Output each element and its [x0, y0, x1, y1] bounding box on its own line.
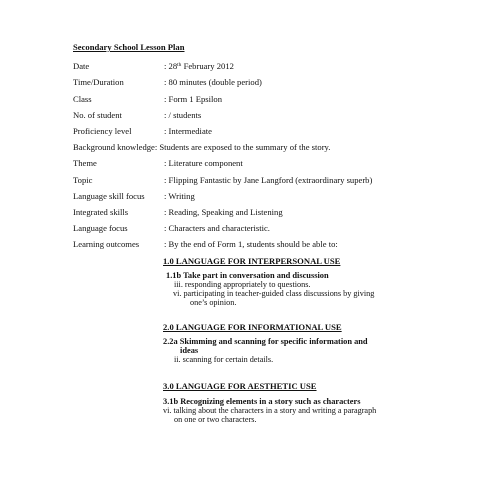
row-value: : Students are exposed to the summary of the story.	[154, 142, 331, 152]
row-label: Integrated skills	[73, 207, 129, 217]
row-background-knowledge	[73, 142, 330, 152]
outcome-2-2a-continuation: ideas	[180, 346, 199, 355]
row-value: : Flipping Fantastic by Jane Langford (extraordinary superb)	[164, 175, 373, 185]
outcome-1-1b: 1.1b Take part in conversation and discussion	[166, 271, 329, 280]
row-label: Date	[73, 61, 90, 71]
row-value: : Form 1 Epsilon	[164, 94, 223, 104]
row-label: Theme	[73, 158, 97, 168]
outcome-item: vi. talking about the characters in a story and writing a paragraph	[163, 406, 377, 415]
row-label: Time/Duration	[73, 77, 124, 87]
section-heading-informational: 2.0 LANGUAGE FOR INFORMATIONAL USE	[163, 322, 342, 332]
row-label: Learning outcomes	[73, 239, 140, 249]
date-month-year: February 2012	[181, 61, 234, 71]
row-value: : Characters and characteristic.	[164, 223, 270, 233]
row-value: : Intermediate	[164, 126, 212, 136]
row-label: No. of student	[73, 110, 122, 120]
row-value: : By the end of Form 1, students should be able to:	[164, 239, 338, 249]
row-label: Language skill focus	[73, 191, 145, 201]
row-label: Proficiency level	[73, 126, 132, 136]
outcome-2-2a: 2.2a Skimming and scanning for specific information and	[163, 337, 368, 346]
row-label: Language focus	[73, 223, 128, 233]
section-heading-aesthetic: 3.0 LANGUAGE FOR AESTHETIC USE	[163, 381, 317, 391]
row-label: Topic	[73, 175, 93, 185]
outcome-item-continuation: one’s opinion.	[190, 298, 237, 307]
date-day: : 28	[164, 61, 178, 71]
row-value	[164, 61, 234, 71]
row-value: : 80 minutes (double period)	[164, 77, 262, 87]
outcome-item: iii. responding appropriately to questions.	[174, 280, 311, 289]
row-label: Class	[73, 94, 92, 104]
document-title: Secondary School Lesson Plan	[73, 42, 185, 52]
outcome-3-1b: 3.1b Recognizing elements in a story such as characters	[163, 397, 361, 406]
outcome-item: vi. participating in teacher-guided class discussions by giving	[173, 289, 375, 298]
outcome-item-continuation: on one or two characters.	[174, 415, 257, 424]
section-heading-interpersonal: 1.0 LANGUAGE FOR INTERPERSONAL USE	[163, 256, 341, 266]
date-suffix: th	[177, 62, 182, 68]
row-value: : Reading, Speaking and Listening	[164, 207, 283, 217]
row-value: : Writing	[164, 191, 195, 201]
row-value: : Literature component	[164, 158, 243, 168]
row-label: Background knowledge	[73, 142, 155, 152]
row-value: : / students	[164, 110, 202, 120]
outcome-item: ii. scanning for certain details.	[174, 355, 274, 364]
